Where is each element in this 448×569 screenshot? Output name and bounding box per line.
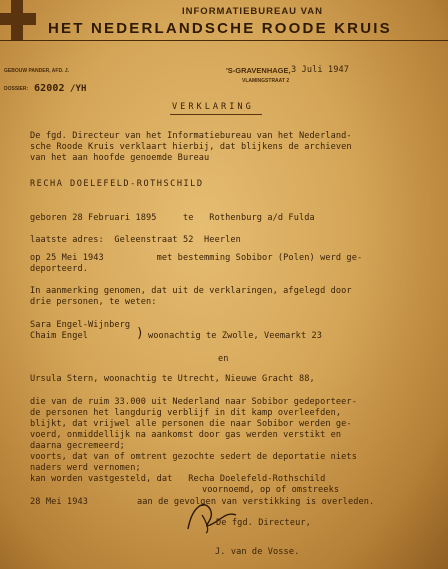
and-word: en [218,354,229,364]
body-line-5: daarna gecremeerd; [30,441,125,451]
building-label: GEBOUW PANDER, AFD. J. [4,68,70,74]
birth-line: geboren 28 Februari 1895 te Rothenburg a/d Fulda [30,213,315,223]
document-title: VERKLARING [172,102,254,112]
body-line-4: voerd, onmiddellijk na aankomst door gas werden verstikt en [30,430,342,440]
subject-name: RECHA DOELEFELD-ROTHSCHILD [30,179,204,189]
death-date: 28 Mei 1943 [30,497,89,507]
org-line-1: INFORMATIEBUREAU VAN [182,6,324,17]
witness-1: Sara Engel-Wijnberg [30,320,131,330]
deported-line-1: op 25 Mei 1943 met bestemming Sobibor (Polen) werd ge- [30,253,363,263]
conclusion-line-1: kan worden vastgesteld, dat Recha Doelefeld-Rothschild [30,474,326,484]
body-line-7: naders werd vernomen; [30,463,141,473]
intro-line-1: De fgd. Directeur van het Informatiebureau van het Nederland- [30,131,352,141]
street-label: VLAMINGSTRAAT 2 [242,78,290,84]
letterhead-rule [0,40,448,41]
witness-brace: ) [136,326,144,341]
title-underline [170,114,262,115]
dossier-suffix: /YH [70,84,87,94]
dossier-number: 62002 [34,83,65,94]
closing-line: De fgd. Directeur, [216,518,311,528]
body-line-1: die van de ruim 33.000 uit Nederland naar Sobibor gedeporteer- [30,397,357,407]
witness-3: Ursula Stern, woonachtig te Utrecht, Nieuwe Gracht 88, [30,374,315,384]
address-line: laatste adres: Geleenstraat 52 Heerlen [30,235,241,245]
consider-line-1: In aanmerking genomen, dat uit de verklaringen, afgelegd door [30,286,352,296]
letter-date: 3 Juli 1947 [291,65,350,75]
body-line-6: voorts, dat van of omtrent gezochte sedert de deportatie niets [30,452,357,462]
intro-line-2: sche Roode Kruis verklaart hierbij, dat blijkens de archieven [30,142,352,152]
signatory-name: J. van de Vosse. [215,547,300,557]
deported-line-2: deporteerd. [30,264,89,274]
place-label: 'S-GRAVENHAGE, [226,66,291,75]
org-line-2: HET NEDERLANDSCHE ROODE KRUIS [48,20,392,37]
conclusion-line-2: voornoemd, op of omstreeks [202,485,340,495]
body-line-2: de personen het langdurig verblijf in dit kamp overleefden, [30,408,342,418]
witness-address: woonachtig te Zwolle, Veemarkt 23 [148,331,323,341]
conclusion-line-3: aan de gevolgen van verstikking is overleden. [137,497,375,507]
dossier-label: DOSSIER: [4,86,29,92]
intro-line-3: van het aan hoofde genoemde Bureau [30,153,210,163]
red-cross-logo [0,0,36,40]
body-line-3: blijkt, dat vrijwel alle personen die naar Sobibor werden ge- [30,419,352,429]
consider-line-2: drie personen, te weten: [30,297,157,307]
signature-flourish [180,495,240,535]
witness-2: Chaim Engel [30,331,89,341]
